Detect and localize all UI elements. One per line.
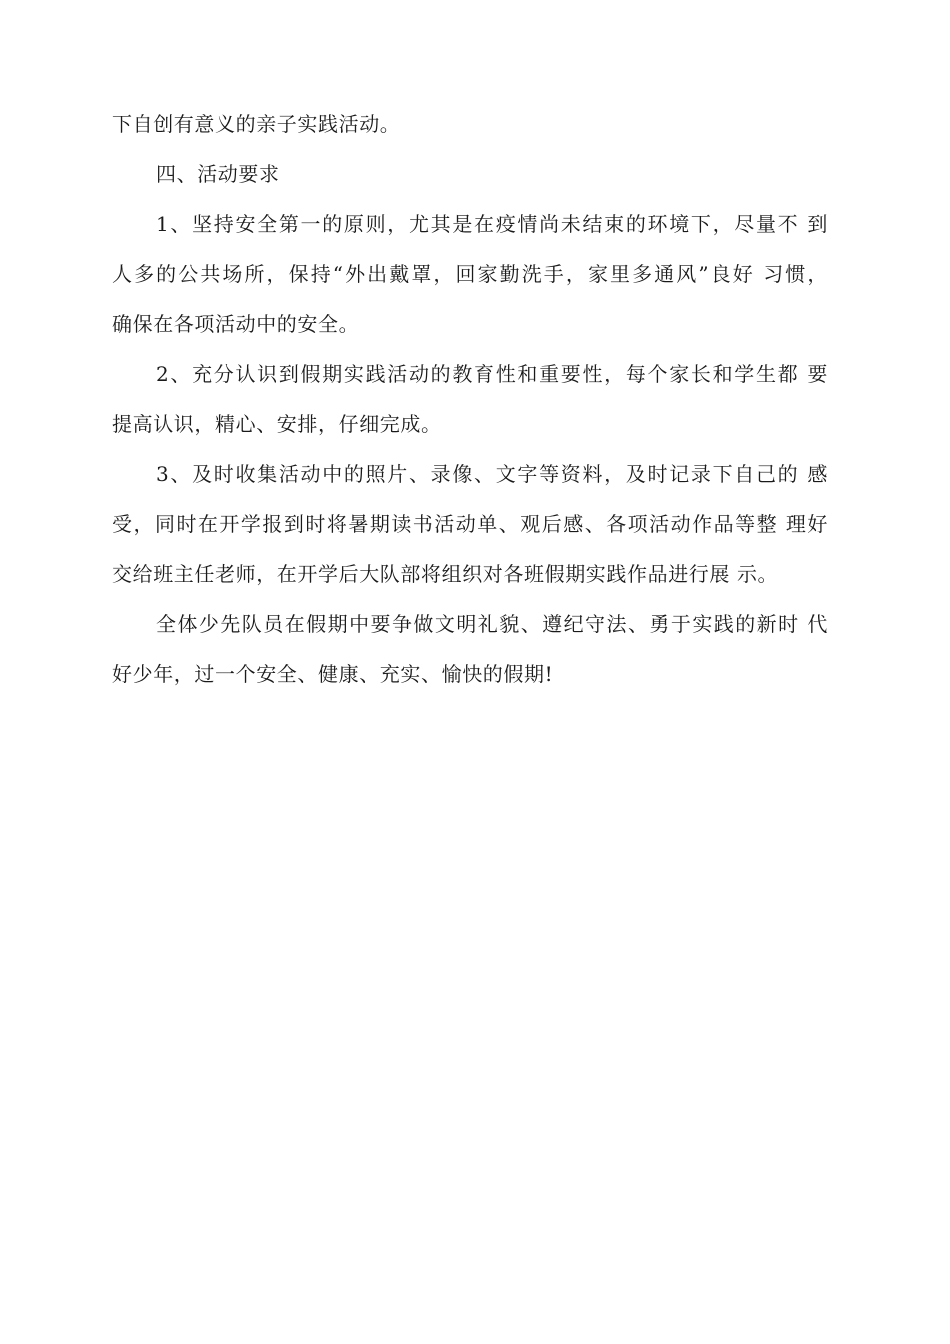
paragraph-line: 人多的公共场所，保持“外出戴罩，回家勤洗手，家里多通风”良好 习惯， <box>112 262 828 286</box>
paragraph-line: 3、及时收集活动中的照片、录像、文字等资料，及时记录下自己的 感 <box>156 462 828 486</box>
paragraph-line: 好少年，过一个安全、健康、充实、愉快的假期! <box>112 662 554 686</box>
section-heading: 四、活动要求 <box>156 162 280 186</box>
paragraph-line: 下自创有意义的亲子实践活动。 <box>112 112 401 136</box>
paragraph-line: 提高认识，精心、安排，仔细完成。 <box>112 412 442 436</box>
paragraph-line: 2、充分认识到假期实践活动的教育性和重要性，每个家长和学生都 要 <box>156 362 828 386</box>
paragraph-line: 确保在各项活动中的安全。 <box>112 312 360 336</box>
paragraph-line: 全体少先队员在假期中要争做文明礼貌、遵纪守法、勇于实践的新时 代 <box>156 612 828 636</box>
paragraph-line: 受，同时在开学报到时将暑期读书活动单、观后感、各项活动作品等整 理好 <box>112 512 828 536</box>
paragraph-line: 交给班主任老师，在开学后大队部将组织对各班假期实践作品进行展 示。 <box>112 562 779 586</box>
paragraph-line: 1、坚持安全第一的原则，尤其是在疫情尚未结束的环境下，尽量不 到 <box>156 212 828 236</box>
